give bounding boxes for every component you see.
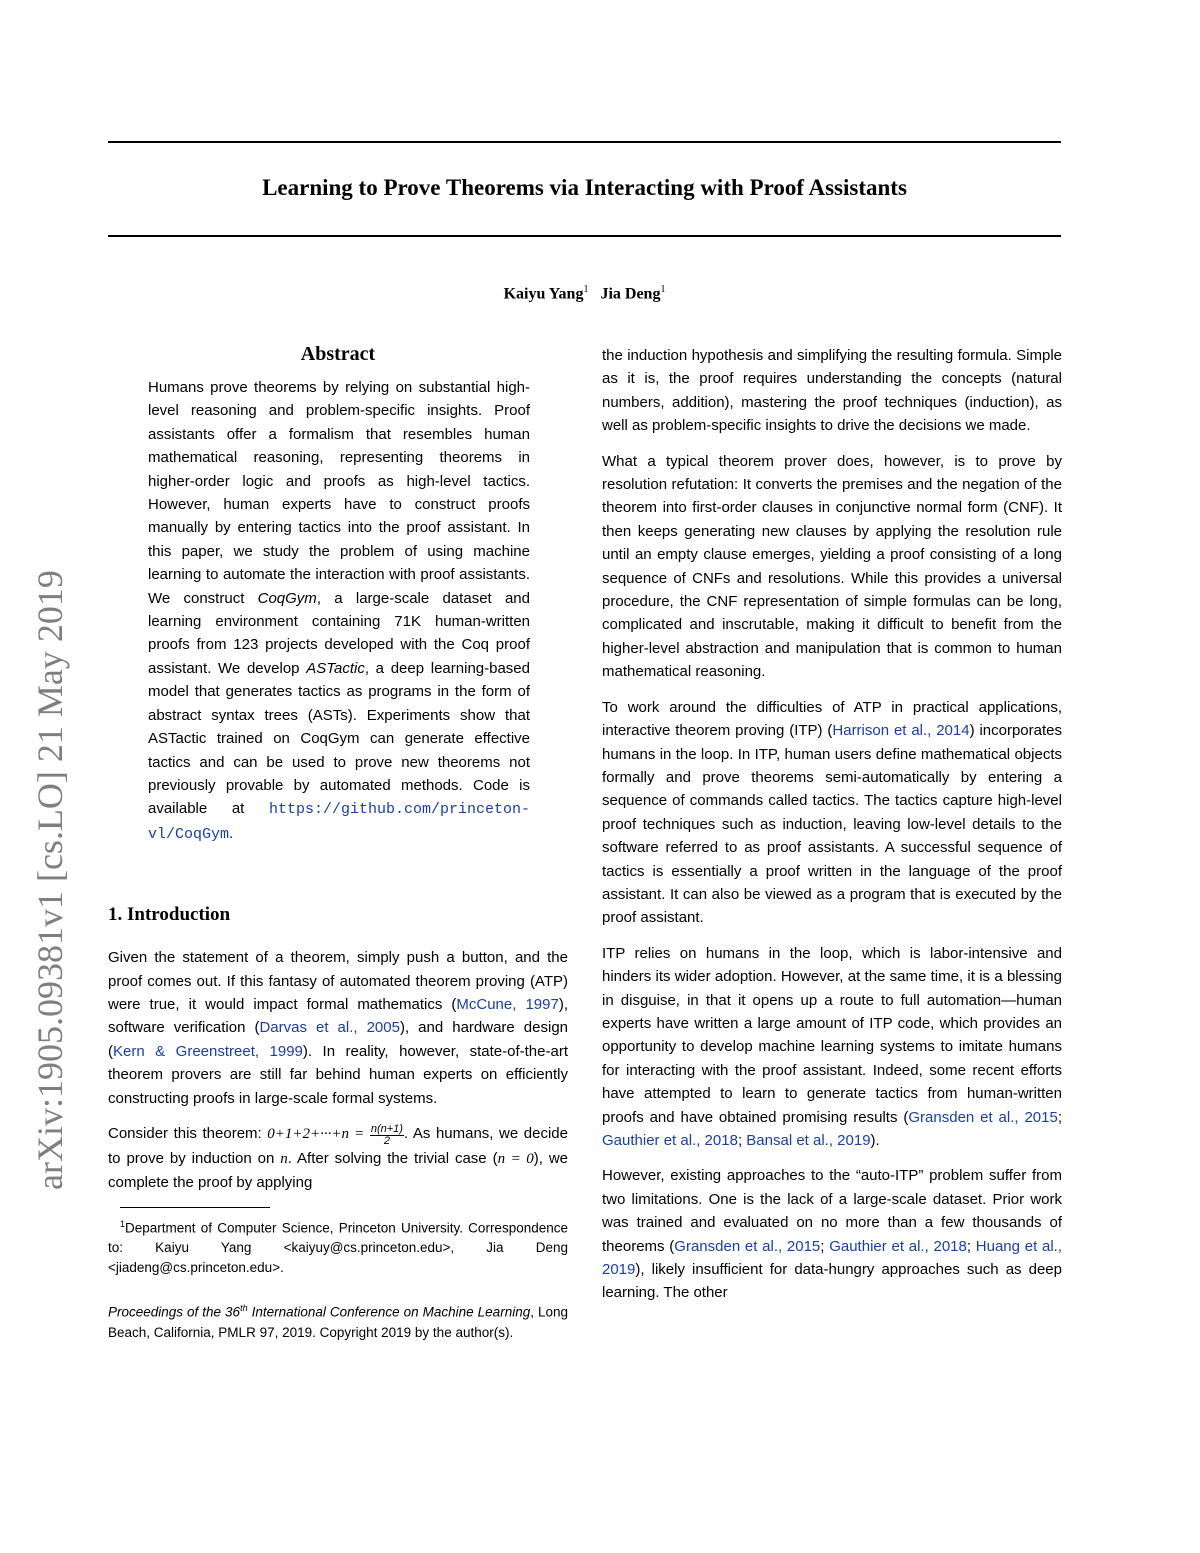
left-column	[108, 340, 568, 1343]
text-run: ;	[737, 1132, 747, 1149]
proceedings-italic: International Conference on Machine Learning	[247, 1304, 531, 1320]
footnote-text: Department of Computer Science, Princeton University. Correspondence to: Kaiyu Yang <kaiyuy@cs.princeton.edu>, Jia Deng <jiadeng@cs.princeton.edu>.	[108, 1220, 568, 1276]
astactic-name: ASTactic	[306, 659, 365, 677]
text-run: However, existing approaches to the “auto-ITP” problem suffer from two limitations. One is the lack of a large-scale dataset. Prior work was trained and evaluated on no more than a few thousands of theorems (	[602, 1167, 1062, 1255]
text-run: ), and hardware design (	[108, 1019, 568, 1060]
citation-link[interactable]: Kern & Greenstreet, 1999	[113, 1042, 303, 1060]
citation-link[interactable]: Darvas et al., 2005	[259, 1019, 400, 1037]
induction-variable: n	[280, 1150, 288, 1167]
abstract-part: Humans prove theorems by relying on substantial high-level reasoning and problem-specific insights. Proof assistants offer a formalism that resembles human mathematical reasoning, representing theorems in higher-order logic and proofs as high-level tactics. However, human experts have to construct proofs manually by entering tactics into the proof assistant. In this paper, we study the problem of using machine learning to automate the interaction with proof assistants. We construct	[148, 379, 530, 607]
text-run: To work around the difficulties of ATP in practical applications, interactive theorem proving (ITP) (	[602, 698, 1062, 740]
text-run: ), we complete the proof by applying	[108, 1149, 569, 1192]
author-list	[108, 279, 1061, 305]
text-run: ), likely insufficient for data-hungry approaches such as deep learning. The other	[602, 1261, 1062, 1302]
right-column	[602, 344, 1062, 1317]
citation-link[interactable]: Harrison et al., 2014	[832, 722, 970, 740]
right-paragraph-4	[602, 942, 1062, 1153]
title-top-rule	[108, 141, 1061, 143]
author-name: Jia Deng	[600, 285, 661, 303]
text-run: ).	[870, 1132, 880, 1149]
arxiv-stamp: arXiv:1905.09381v1 [cs.LO] 21 May 2019	[30, 570, 70, 1190]
text-run: Consider this theorem:	[108, 1124, 268, 1142]
text-run: ;	[820, 1237, 830, 1255]
fraction-denominator: 2	[383, 1134, 390, 1147]
right-paragraph-1: the induction hypothesis and simplifying the resulting formula. Simple as it is, the proof requires understanding the concepts (natural numbers, addition), mastering the proof techniques (induction), as well as problem-specific insights to drive the decisions we made.	[602, 347, 1062, 435]
text-run: ;	[1057, 1108, 1062, 1126]
fraction	[370, 1124, 404, 1147]
paper-title: Learning to Prove Theorems via Interacting with Proof Assistants	[262, 175, 907, 200]
right-paragraph-2: What a typical theorem prover does, however, is to prove by resolution refutation: It converts the premises and the negation of the theorem into first-order clauses in conjunctive normal form (CNF). It then keeps generating new clauses by applying the resolution rule until an empty clause emerges, yielding a proof consisting of a long sequence of CNFs and resolutions. While this provides a universal procedure, the CNF representation of simple formulas can be long, complicated and inscrutable, making it difficult to benefit from the higher-level abstraction and manipulation that is common to human mathematical reasoning.	[602, 452, 1062, 681]
code-link[interactable]: https://github.com/princeton-vl/CoqGym	[148, 801, 530, 843]
citation-link[interactable]: McCune, 1997	[456, 995, 559, 1013]
abstract-part: .	[229, 824, 234, 842]
author-affiliation-mark: 1	[660, 284, 666, 295]
text-run: ITP relies on humans in the loop, which is labor-intensive and hinders its wider adoption. However, at the same time, it is a blessing in disguise, in that it opens up a route to full automation—human experts have written a large amount of ITP code, which provides an opportunity to develop machine learning systems to imitate humans for interacting with the proof assistant. Indeed, some recent efforts have attempted to learn to generate tactics from human-written proofs and have obtained promising results (	[602, 944, 1062, 1126]
text-run: Given the statement of a theorem, simply push a button, and the proof comes out. If this fantasy of automated theorem proving (ATP) were true, it would impact formal mathematics (	[108, 949, 568, 1013]
abstract-part: , a large-scale dataset and learning environment containing 71K human-written proofs from 123 projects developed with the Coq proof assistant. We develop	[148, 589, 530, 677]
author-name: Kaiyu Yang	[503, 285, 584, 303]
citation-link[interactable]: Bansal et al., 2019	[746, 1132, 871, 1149]
citation-link[interactable]: Gauthier et al., 2018	[602, 1132, 738, 1149]
abstract-heading: Abstract	[300, 343, 376, 365]
section-heading-introduction: 1. Introduction	[108, 904, 231, 926]
footnote-rule	[120, 1207, 270, 1208]
base-case: n = 0	[497, 1150, 534, 1167]
abstract-text	[148, 376, 530, 846]
citation-link[interactable]: Gransden et al., 2015	[908, 1108, 1058, 1126]
affiliation-footnote	[108, 1214, 568, 1279]
right-paragraph-3	[602, 696, 1062, 930]
footnote-mark: 1	[120, 1218, 126, 1229]
sum-formula: 0+1+2+···+n =	[267, 1125, 365, 1142]
title-bottom-rule	[108, 235, 1061, 237]
right-paragraph-5	[602, 1164, 1062, 1304]
text-run: ) incorporates humans in the loop. In ITP, human users define mathematical objects formally and prove theorems semi-automatically by entering a sequence of commands called tactics. The tactics capture high-level proof techniques such as induction, leaving low-level details to the software referred to as proof assistants. A successful sequence of tactics is essentially a proof written in the language of the proof assistant. It can also be viewed as a program that is executed by the proof assistant.	[602, 722, 1062, 927]
proceedings-superscript: th	[240, 1303, 248, 1314]
citation-link[interactable]: Gransden et al., 2015	[674, 1237, 821, 1255]
text-run: . After solving the trivial case (	[287, 1149, 498, 1167]
text-run: ;	[966, 1237, 976, 1255]
text-run: ), software verification (	[108, 995, 568, 1037]
proceedings-text: , Long Beach, California, PMLR 97, 2019. Copyright 2019 by the author(s).	[108, 1304, 568, 1340]
text-run: ). In reality, however, state-of-the-art theorem provers are still far behind human experts on efficiently constructing proofs in large-scale formal systems.	[108, 1042, 568, 1107]
proceedings-note	[108, 1298, 568, 1343]
intro-paragraph-2	[108, 1122, 568, 1195]
proceedings-italic: Proceedings of the 36	[108, 1304, 241, 1320]
text-run: . As humans, we decide to prove by induction on	[108, 1124, 568, 1167]
intro-paragraph-1	[108, 946, 568, 1110]
abstract-part: , a deep learning-based model that generates tactics as programs in the form of abstract syntax trees (ASTs). Experiments show that ASTactic trained on CoqGym can generate effective tactics and can be used to prove new theorems not previously provable by automated methods. Code is available at	[148, 659, 530, 818]
coqgym-name: CoqGym	[257, 589, 317, 607]
citation-link[interactable]: Gauthier et al., 2018	[829, 1237, 967, 1255]
citation-link[interactable]: Huang et al., 2019	[602, 1237, 1062, 1279]
fraction-numerator: n(n+1)	[370, 1122, 403, 1135]
author-affiliation-mark: 1	[583, 284, 589, 295]
